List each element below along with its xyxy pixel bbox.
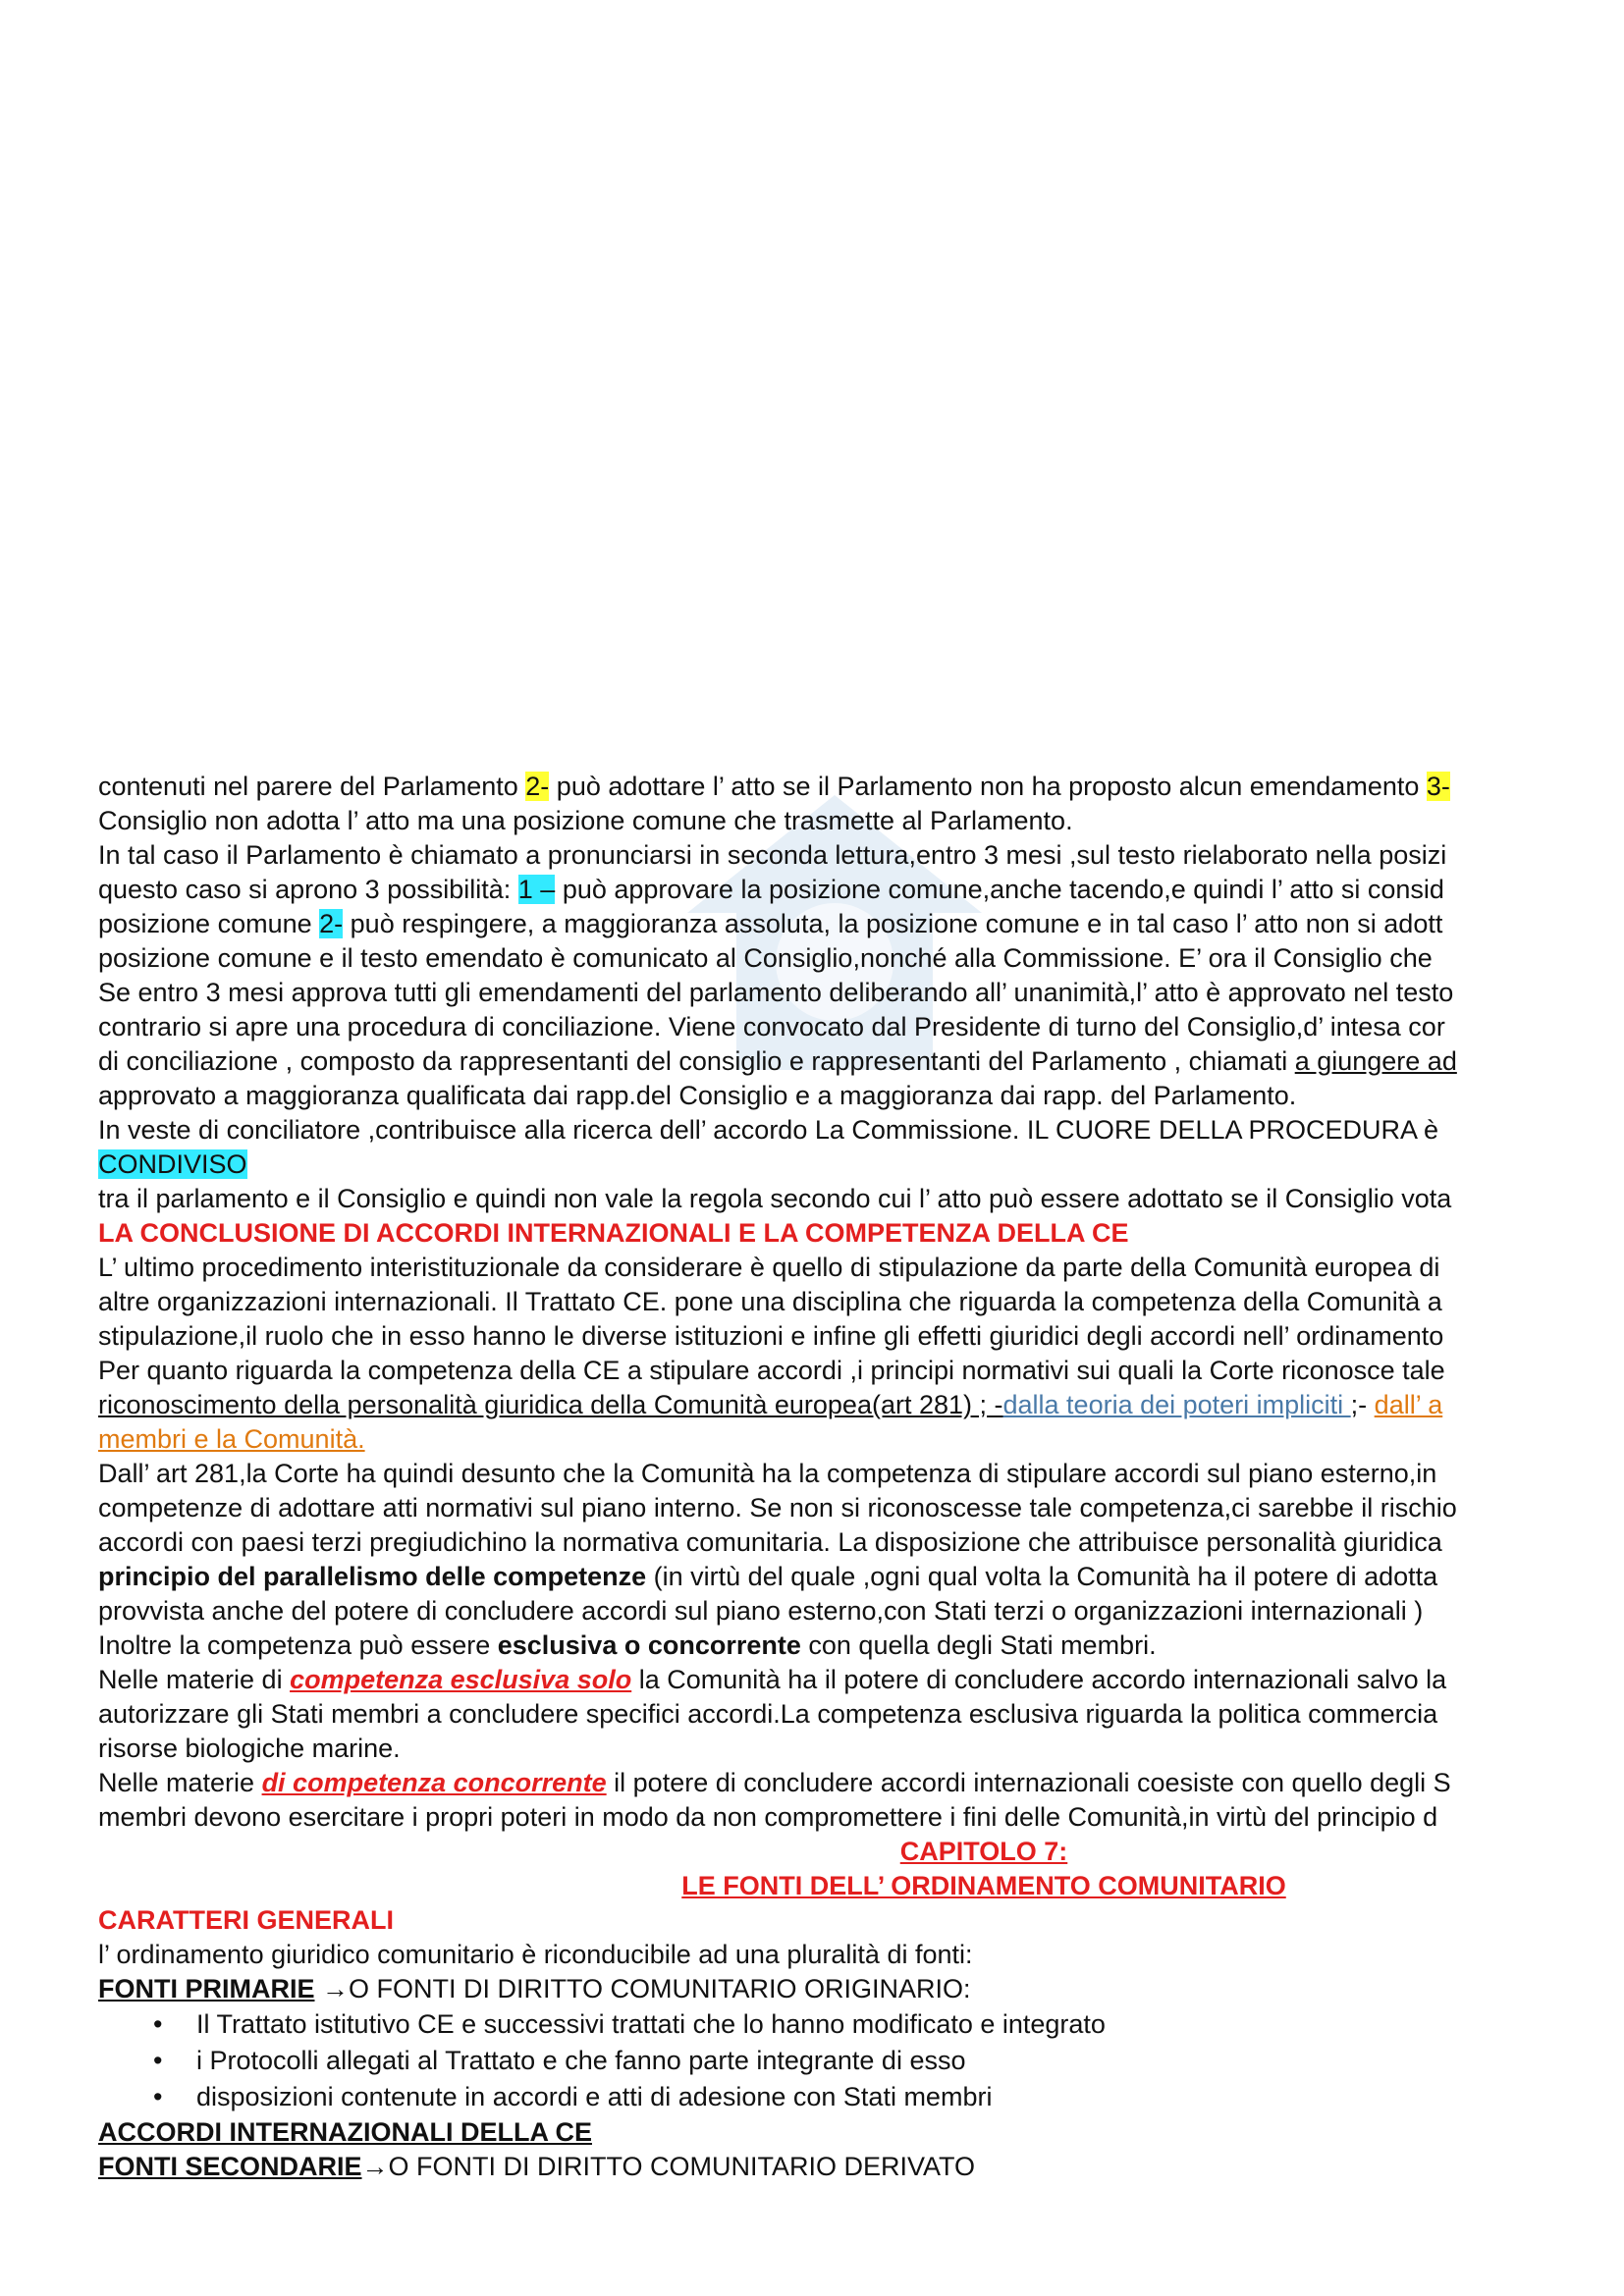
text-line: provvista anche del potere di concludere accordi sul piano esterno,con Stati terzi o organizzazioni internazionali ) [98, 1596, 1424, 1626]
highlight-cyan: CONDIVISO [98, 1149, 247, 1179]
bullet-icon: • [153, 2046, 163, 2075]
section-heading: LA CONCLUSIONE DI ACCORDI INTERNAZIONALI E LA COMPETENZA DELLA CE [98, 1218, 1129, 1248]
text-line: approvato a maggioranza qualificata dai rapp.del Consiglio e a maggioranza dai rapp. del Parlamento. [98, 1081, 1297, 1110]
text-line: posizione comune 2- può respingere, a maggioranza assoluta, la posizione comune e in tal caso l’ atto non si adott [98, 909, 1443, 938]
arrow-icon: → [361, 2152, 389, 2181]
bold-underlined-heading: FONTI SECONDARIE [98, 2152, 362, 2181]
text-line [98, 1148, 1624, 1182]
bold-text: esclusiva o concorrente [497, 1630, 801, 1660]
text-line: FONTI PRIMARIE →O FONTI DI DIRITTO COMUNITARIO ORIGINARIO: [98, 1974, 971, 2003]
bullet-icon: • [153, 2009, 163, 2039]
red-emphasis-text: di competenza concorrente [261, 1768, 607, 1797]
bold-text: principio del parallelismo delle competenze [98, 1562, 647, 1591]
text-line: Per quanto riguarda la competenza della CE a stipulare accordi ,i principi normativi sui quali la Corte riconosce tale [98, 1356, 1445, 1385]
text-line: FONTI SECONDARIE→O FONTI DI DIRITTO COMUNITARIO DERIVATO [98, 2152, 976, 2181]
orange-link-text[interactable]: membri e la Comunità. [98, 1424, 365, 1454]
text-line: Dall’ art 281,la Corte ha quindi desunto che la Comunità ha la competenza di stipulare accordi sul piano esterno,in [98, 1459, 1437, 1488]
text-line: principio del parallelismo delle competenze (in virtù del quale ,ogni qual volta la Comunità ha il potere di adotta [98, 1562, 1438, 1591]
text-line: risorse biologiche marine. [98, 1734, 401, 1763]
blue-link-text[interactable]: dalla teoria dei poteri impliciti [1002, 1390, 1351, 1419]
highlight-yellow: 2- [525, 772, 550, 801]
highlight-cyan: 1 – [517, 875, 556, 904]
underlined-text: a giungere ad [1294, 1046, 1457, 1076]
bold-underlined-heading: ACCORDI INTERNAZIONALI DELLA CE [98, 2117, 592, 2147]
section-heading: CARATTERI GENERALI [98, 1905, 394, 1935]
chapter-number: CAPITOLO 7: [899, 1837, 1068, 1866]
text-line: Consiglio non adotta l’ atto ma una posizione comune che trasmette al Parlamento. [98, 806, 1073, 835]
bullet-list [98, 2006, 1624, 2115]
text-line: membri devono esercitare i propri poteri in modo da non compromettere i fini delle Comunità,in virtù del principio d [98, 1802, 1438, 1832]
bullet-icon: • [153, 2082, 163, 2111]
text-line: stipulazione,il ruolo che in esso hanno le diverse istituzioni e infine gli effetti giuridici degli accordi nell’ ordinamento [98, 1321, 1444, 1351]
text-line: In tal caso il Parlamento è chiamato a pronunciarsi in seconda lettura,entro 3 mesi ,sul testo rielaborato nella posizi [98, 840, 1447, 870]
text-line: In veste di conciliatore ,contribuisce alla ricerca dell’ accordo La Commissione. IL CUORE DELLA PROCEDURA è [98, 1115, 1439, 1145]
text-line: Se entro 3 mesi approva tutti gli emendamenti del parlamento deliberando all’ unanimità,l’ atto è approvato nel testo [98, 978, 1454, 1007]
text-line: contrario si apre una procedura di conciliazione. Viene convocato dal Presidente di turno del Consiglio,d’ intesa cor [98, 1012, 1445, 1041]
text-line: competenze di adottare atti normativi sul piano interno. Se non si riconoscesse tale competenza,ci sarebbe il rischio [98, 1493, 1457, 1522]
bold-underlined-heading: FONTI PRIMARIE [98, 1974, 315, 2003]
text-line: posizione comune e il testo emendato è comunicato al Consiglio,nonché alla Commissione. E’ ora il Consiglio che [98, 943, 1433, 973]
red-emphasis-text: competenza esclusiva solo [290, 1665, 632, 1694]
orange-link-text[interactable]: dall’ a [1374, 1390, 1443, 1419]
text-line: L’ ultimo procedimento interistituzionale da considerare è quello di stipulazione da parte della Comunità europea di [98, 1253, 1440, 1282]
text-line: Nelle materie di competenza concorrente il potere di concludere accordi internazionali coesiste con quello degli S [98, 1768, 1451, 1797]
list-item: • disposizioni contenute in accordi e atti di adesione con Stati membri [98, 2079, 1624, 2115]
text-line: l’ ordinamento giuridico comunitario è riconducibile ad una pluralità di fonti: [98, 1940, 973, 1969]
text-line: altre organizzazioni internazionali. Il Trattato CE. pone una disciplina che riguarda la competenza della Comunità a [98, 1287, 1442, 1316]
text-line: riconoscimento della personalità giuridica della Comunità europea(art 281) ; -dalla teoria dei poteri impliciti ;- dall’ a [98, 1390, 1443, 1419]
list-item: • Il Trattato istitutivo CE e successivi trattati che lo hanno modificato e integrato [98, 2006, 1624, 2043]
text-line: autorizzare gli Stati membri a concludere specifici accordi.La competenza esclusiva riguarda la politica commercia [98, 1699, 1438, 1729]
text-line: di conciliazione , composto da rappresentanti del consiglio e rappresentanti del Parlamento , chiamati a giungere ad [98, 1046, 1457, 1076]
text-line: accordi con paesi terzi pregiudichino la normativa comunitaria. La disposizione che attribuisce personalità giuridica [98, 1527, 1442, 1557]
highlight-cyan: 2- [319, 909, 344, 938]
list-item: • i Protocolli allegati al Trattato e che fanno parte integrante di esso [98, 2043, 1624, 2079]
text-line [98, 1422, 1624, 1457]
text-line: Inoltre la competenza può essere esclusiva o concorrente con quella degli Stati membri. [98, 1630, 1157, 1660]
highlight-yellow: 3- [1426, 772, 1450, 801]
text-line: Nelle materie di competenza esclusiva solo la Comunità ha il potere di concludere accordo internazionali salvo la [98, 1665, 1447, 1694]
document-body [98, 770, 1624, 2184]
text-line: tra il parlamento e il Consiglio e quindi non vale la regola secondo cui l’ atto può essere adottato se il Consiglio vota [98, 1184, 1452, 1213]
chapter-title: LE FONTI DELL’ ORDINAMENTO COMUNITARIO [681, 1871, 1286, 1900]
arrow-icon: → [314, 1974, 350, 2003]
text-line: contenuti nel parere del Parlamento 2- può adottare l’ atto se il Parlamento non ha proposto alcun emendamento 3- [98, 772, 1450, 801]
text-line: questo caso si aprono 3 possibilità: 1 – può approvare la posizione comune,anche tacendo,e quindi l’ atto si consid [98, 875, 1444, 904]
